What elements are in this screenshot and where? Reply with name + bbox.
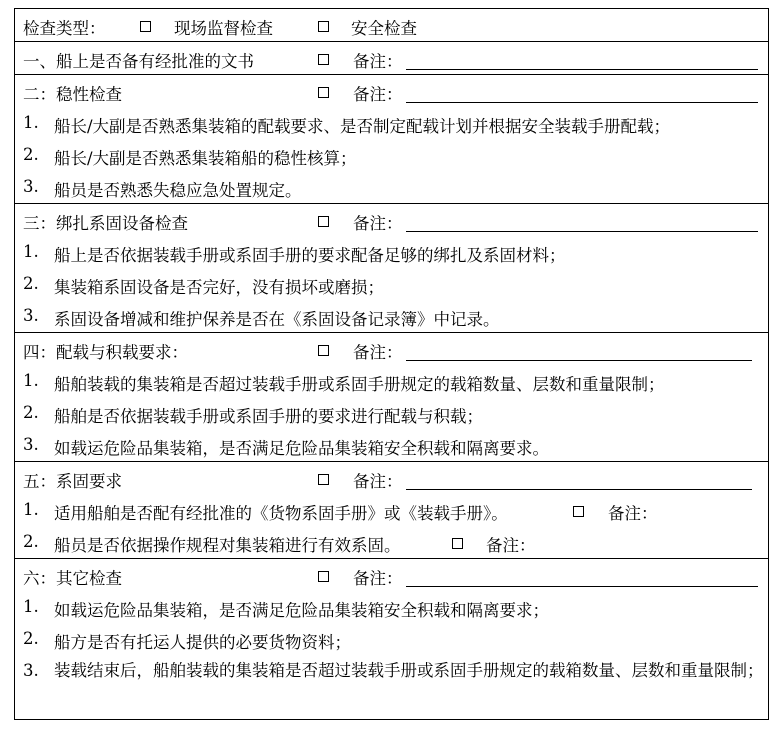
item-text: 装载结束后，船舶装载的集装箱是否超过装载手册或系固手册规定的载箱数量、层数和重量限制； [54, 661, 764, 680]
list-item [15, 655, 768, 719]
item-text: 船舶装载的集装箱是否超过装载手册或系固手册规定的载箱数量、层数和重量限制； [54, 375, 665, 394]
section-checkbox[interactable] [318, 54, 329, 65]
item-number: 3. [23, 306, 39, 325]
section-lashing-equipment [15, 204, 769, 333]
remark-label: 备注： [353, 343, 403, 362]
list-item [15, 591, 768, 623]
section-title: 六：其它检查 [23, 569, 122, 588]
section-title: 二：稳性检查 [23, 85, 122, 104]
onsite-inspection-checkbox[interactable] [140, 21, 151, 32]
item-number: 2. [23, 274, 39, 293]
item-number: 2. [23, 532, 39, 551]
item-text: 船长/大副是否熟悉集装箱船的稳性核算； [54, 149, 357, 168]
remark-field[interactable] [406, 360, 752, 361]
list-item [15, 300, 768, 332]
section-checkbox[interactable] [318, 216, 329, 227]
item-checkbox[interactable] [573, 506, 584, 517]
item-text: 船员是否依据操作规程对集装箱进行有效系固。 [54, 536, 401, 555]
section-title: 五：系固要求 [23, 472, 122, 491]
remark-label: 备注： [353, 52, 403, 71]
inspection-type-label: 检查类型： [23, 19, 106, 38]
remark-label: 备注： [353, 472, 403, 491]
item-number: 3. [23, 661, 39, 680]
onsite-inspection-label: 现场监督检查 [174, 19, 273, 38]
section-checkbox[interactable] [318, 571, 329, 582]
list-item [15, 526, 768, 558]
item-number: 1. [23, 500, 39, 519]
item-text: 船舶是否依据装载手册或系固手册的要求进行配载与积载； [54, 407, 483, 426]
list-item [15, 139, 768, 171]
section-other-checks [15, 559, 769, 720]
item-text: 适用船舶是否配有经批准的《货物系固手册》或《装载手册》。 [54, 504, 508, 523]
item-text: 集装箱系固设备是否完好，没有损坏或磨损； [54, 278, 384, 297]
item-text: 船方是否有托运人提供的必要货物资料； [54, 633, 351, 652]
item-text: 船长/大副是否熟悉集装箱的配载要求、是否制定配载计划并根据安全装载手册配载； [54, 117, 671, 136]
inspection-type-row [15, 9, 769, 42]
item-text: 如载运危险品集装箱，是否满足危险品集装箱安全积载和隔离要求； [54, 601, 549, 620]
item-text: 船员是否熟悉失稳应急处置规定。 [54, 181, 302, 200]
remark-label: 备注： [486, 536, 536, 555]
remark-field[interactable] [406, 489, 752, 490]
remark-label: 备注： [608, 504, 658, 523]
remark-field[interactable] [406, 102, 758, 103]
list-item [15, 268, 768, 300]
item-number: 1. [23, 597, 39, 616]
section-securing-requirements [15, 462, 769, 559]
list-item [15, 236, 768, 268]
item-number: 2. [23, 403, 39, 422]
item-checkbox[interactable] [452, 538, 463, 549]
safety-inspection-checkbox[interactable] [318, 21, 329, 32]
item-text: 系固设备增减和维护保养是否在《系固设备记录簿》中记录。 [54, 310, 500, 329]
list-item [15, 171, 768, 203]
item-number: 1. [23, 371, 39, 390]
item-number: 2. [23, 629, 39, 648]
item-number: 2. [23, 145, 39, 164]
item-text: 如载运危险品集装箱，是否满足危险品集装箱安全积载和隔离要求。 [54, 439, 549, 458]
remark-label: 备注： [353, 569, 403, 588]
remark-field[interactable] [406, 586, 758, 587]
section-checkbox[interactable] [318, 474, 329, 485]
list-item [15, 494, 768, 526]
remark-label: 备注： [353, 85, 403, 104]
section-title: 四：配载与积载要求： [23, 343, 188, 362]
section-checkbox[interactable] [318, 87, 329, 98]
list-item [15, 397, 768, 429]
inspection-form [14, 8, 769, 720]
item-number: 1. [23, 242, 39, 261]
list-item [15, 107, 768, 139]
list-item [15, 365, 768, 397]
section-stowage-requirements [15, 333, 769, 462]
remark-label: 备注： [353, 214, 403, 233]
item-number: 1. [23, 113, 39, 132]
item-text: 船上是否依据装载手册或系固手册的要求配备足够的绑扎及系固材料； [54, 246, 566, 265]
item-number: 3. [23, 177, 39, 196]
section-title: 三：绑扎系固设备检查 [23, 214, 188, 233]
remark-field[interactable] [406, 231, 758, 232]
item-number: 3. [23, 435, 39, 454]
list-item [15, 623, 768, 655]
list-item [15, 429, 768, 461]
section-checkbox[interactable] [318, 345, 329, 356]
section-stability-check [15, 75, 769, 204]
safety-inspection-label: 安全检查 [351, 19, 417, 38]
section-approved-documents [15, 42, 769, 75]
remark-field[interactable] [406, 69, 758, 70]
section-title: 一、船上是否备有经批准的文书 [23, 52, 254, 71]
